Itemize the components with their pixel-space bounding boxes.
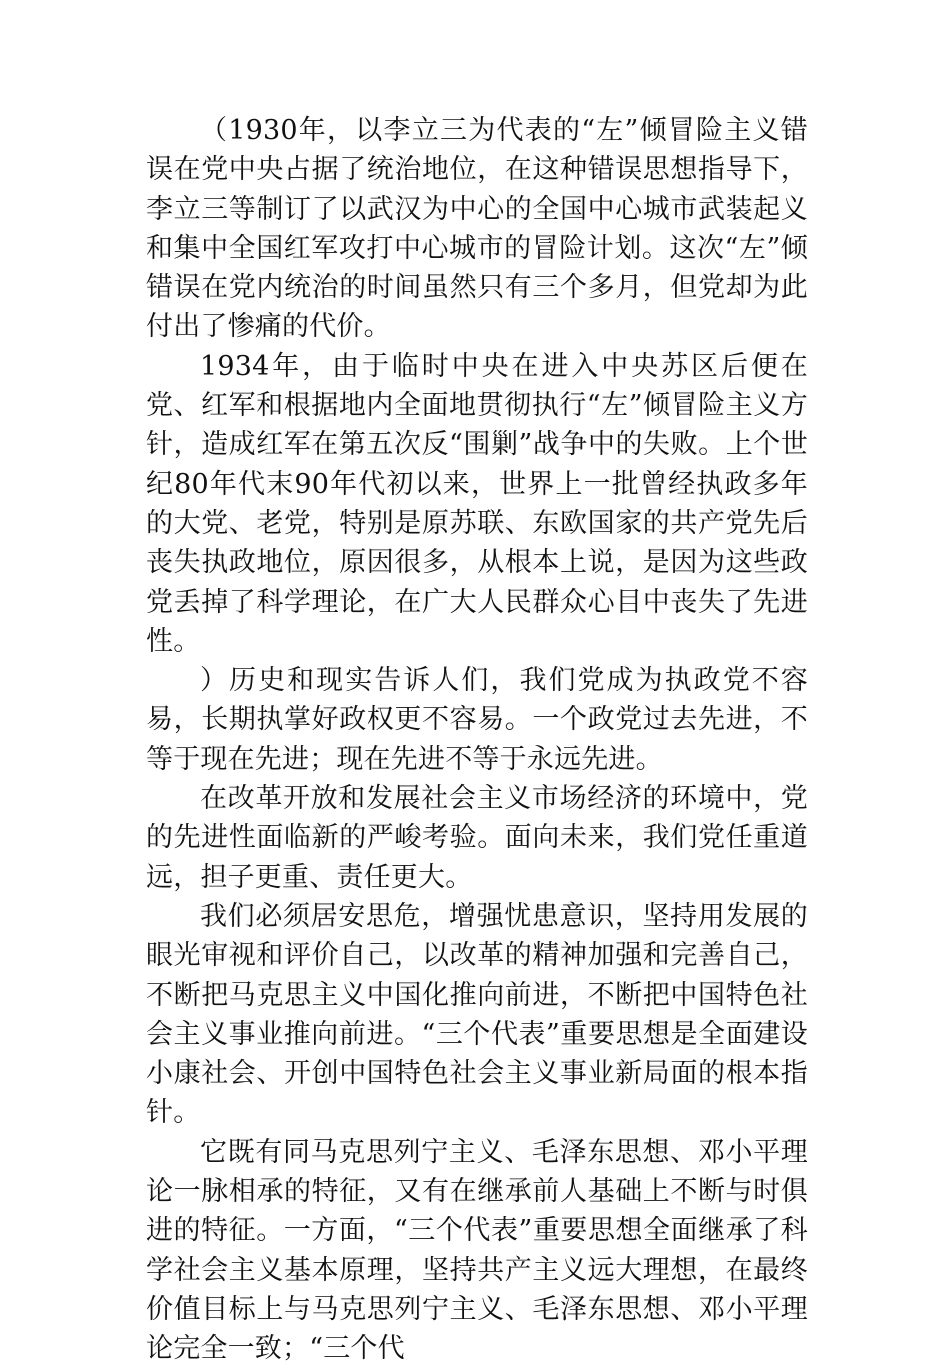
paragraph-4: 在改革开放和发展社会主义市场经济的环境中，党的先进性面临新的严峻考验。面向未来，我们党任重道远，担子更重、责任更大。 — [146, 783, 808, 893]
paragraph-2: 1934年，由于临时中央在进入中央苏区后便在党、红军和根据地内全面地贯彻执行“左”倾冒险主义方针，造成红军在第五次反“围剿”战争中的失败。上个世纪80年代末90年代初以来，世界上一批曾经执政多年的大党、老党，特别是原苏联、东欧国家的共产党先后丧失执政地位，原因很多，从根本上说，是因为这些政党丢掉了科学理论，在广大人民群众心目中丧失了先进性。 — [146, 350, 808, 657]
paragraph-3: ）历史和现实告诉人们，我们党成为执政党不容易，长期执掌好政权更不容易。一个政党过去先进，不等于现在先进；现在先进不等于永远先进。 — [146, 665, 808, 775]
paragraph-1: （1930年，以李立三为代表的“左”倾冒险主义错误在党中央占据了统治地位，在这种错误思想指导下，李立三等制订了以武汉为中心的全国中心城市武装起义和集中全国红军攻打中心城市的冒险计划。这次“左”倾错误在党内统治的时间虽然只有三个多月，但党却为此付出了惨痛的代价。 — [146, 115, 808, 343]
paragraph-5: 我们必须居安思危，增强忧患意识，坚持用发展的眼光审视和评价自己，以改革的精神加强和完善自己，不断把马克思主义中国化推向前进，不断把中国特色社会主义事业推向前进。“三个代表”重要思想是全面建设小康社会、开创中国特色社会主义事业新局面的根本指针。 — [146, 900, 808, 1129]
paragraph-6: 它既有同马克思列宁主义、毛泽东思想、邓小平理论一脉相承的特征，又有在继承前人基础上不断与时俱进的特征。一方面，“三个代表”重要思想全面继承了科学社会主义基本原理，坚持共产主义远大理想，在最终价值目标上与马克思列宁主义、毛泽东思想、邓小平理论完全一致；“三个代 — [146, 1136, 808, 1365]
document-page — [146, 111, 808, 1369]
